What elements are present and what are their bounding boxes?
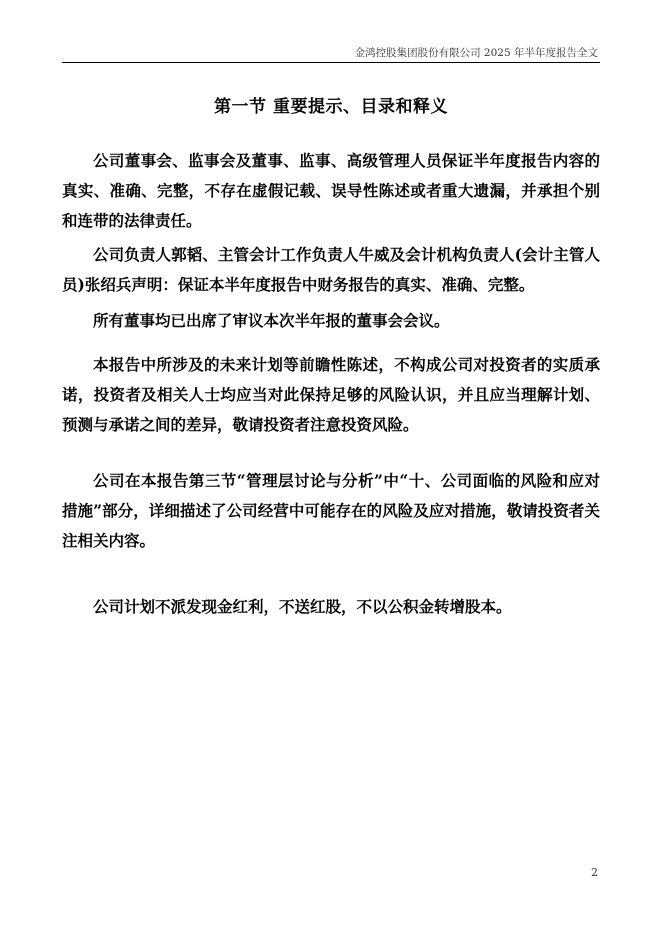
header-divider bbox=[62, 62, 600, 63]
running-header: 金鸿控股集团股份有限公司 2025 年半年度报告全文 bbox=[354, 47, 598, 59]
paragraph-forward-looking: 本报告中所涉及的未来计划等前瞻性陈述，不构成公司对投资者的实质承诺，投资者及相关人士均应当对此保持足够的风险认识，并且应当理解计划、预测与承诺之间的差异，敬请投资者注意投资风险。 bbox=[62, 355, 600, 434]
paragraph-responsible-persons: 公司负责人郭韬、主管会计工作负责人牛威及会计机构负责人(会计主管人员)张绍兵声明：保证本半年度报告中财务报告的真实、准确、完整。 bbox=[62, 245, 600, 294]
paragraph-dividend-plan: 公司计划不派发现金红利，不送红股，不以公积金转增股本。 bbox=[93, 597, 512, 616]
paragraph-directors-attendance: 所有董事均已出席了审议本次半年报的董事会会议。 bbox=[93, 311, 450, 330]
paragraph-risk-reference: 公司在本报告第三节“管理层讨论与分析”中“十、公司面临的风险和应对措施”部分，详细描述了公司经营中可能存在的风险及应对措施，敬请投资者关注相关内容。 bbox=[62, 471, 600, 550]
page-number: 2 bbox=[591, 866, 598, 879]
paragraph-board-guarantee: 公司董事会、监事会及董事、监事、高级管理人员保证半年度报告内容的真实、准确、完整，不存在虚假记载、误导性陈述或者重大遗漏，并承担个别和连带的法律责任。 bbox=[62, 151, 600, 230]
section-title: 第一节 重要提示、目录和释义 bbox=[214, 97, 448, 117]
